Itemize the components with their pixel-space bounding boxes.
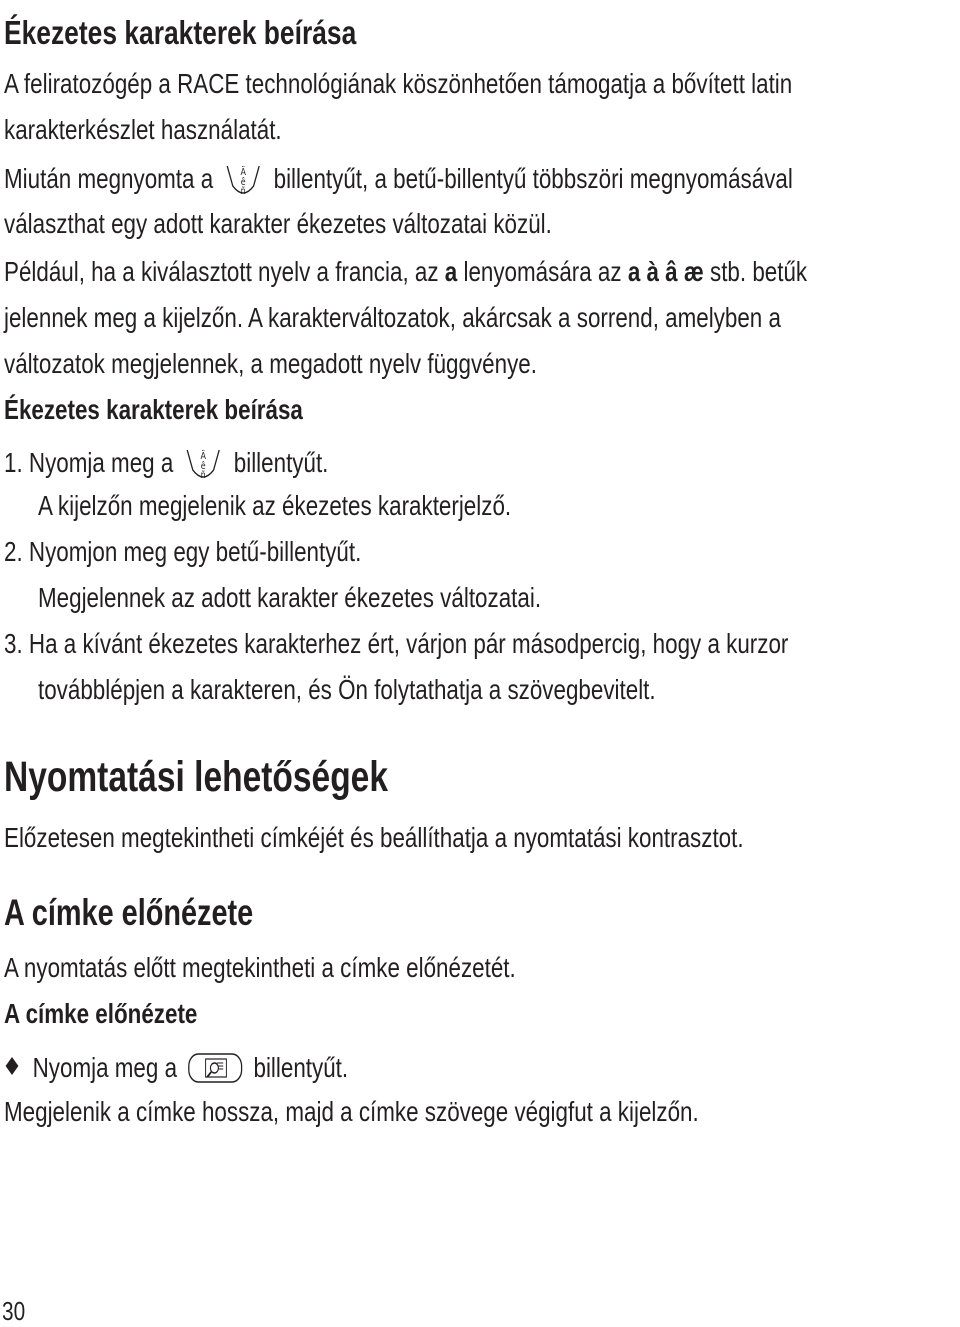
paragraph-line: A nyomtatás előtt megtekintheti a címke előnézetét. xyxy=(4,952,516,983)
paragraph-line: változatok megjelennek, a megadott nyelv függvénye. xyxy=(4,348,537,379)
paragraph-line: választhat egy adott karakter ékezetes változatai közül. xyxy=(4,208,552,239)
paragraph-line: karakterkészlet használatát. xyxy=(4,114,282,145)
bullet-item xyxy=(4,1050,348,1086)
accent-key-icon xyxy=(183,446,225,480)
key-letter: a xyxy=(444,256,458,287)
paragraph-line xyxy=(4,258,807,286)
paragraph-text: stb. betűk xyxy=(710,256,808,287)
step-text: 1. Nyomja meg a xyxy=(4,447,174,478)
paragraph-text: billentyűt, a betű-billentyű többszöri megnyomásával xyxy=(273,163,793,194)
accent-key-middle-glyph: ê xyxy=(201,461,207,473)
step-2: 2. Nyomjon meg egy betű-billentyűt. xyxy=(4,536,362,567)
accent-key-top-glyph: Ä xyxy=(240,167,247,179)
paragraph-line-with-key xyxy=(4,162,793,196)
section-title-accented-characters: Ékezetes karakterek beírása xyxy=(4,14,357,51)
diamond-bullet-icon xyxy=(4,1056,20,1076)
step-2-result: Megjelennek az adott karakter ékezetes változatai. xyxy=(38,582,542,613)
step-1 xyxy=(4,446,328,480)
step-1-result: A kijelzőn megjelenik az ékezetes karakterjelző. xyxy=(38,490,512,521)
paragraph-line: jelennek meg a kijelzőn. A karakterváltozatok, akárcsak a sorrend, amelyben a xyxy=(4,302,781,333)
paragraph-text: Például, ha a kiválasztott nyelv a francia, az xyxy=(4,256,439,287)
page-number: 30 xyxy=(2,1296,26,1326)
accent-key-top-glyph: Ä xyxy=(200,451,207,463)
section-title-label-preview: A címke előnézete xyxy=(4,892,254,933)
step-3-continued: továbblépjen a karakteren, és Ön folytathatja a szövegbevitelt. xyxy=(38,674,656,705)
paragraph-line: Megjelenik a címke hossza, majd a címke szövege végigfut a kijelzőn. xyxy=(4,1096,699,1127)
accented-variants: a à â æ xyxy=(627,256,704,287)
paragraph-text: lenyomására az xyxy=(463,256,622,287)
paragraph-line: A feliratozógép a RACE technológiának köszönhetően támogatja a bővített latin xyxy=(4,68,793,99)
paragraph-line: Előzetesen megtekintheti címkéjét és beállíthatja a nyomtatási kontrasztot. xyxy=(4,822,744,853)
section-title-print-options: Nyomtatási lehetőségek xyxy=(4,753,388,801)
step-text: billentyűt. xyxy=(233,447,329,478)
accent-key-icon xyxy=(223,162,265,196)
accent-key-bottom-glyph: ñ xyxy=(240,186,246,196)
bullet-text: Nyomja meg a xyxy=(32,1052,178,1083)
subheading-label-preview: A címke előnézete xyxy=(4,998,198,1029)
step-3: 3. Ha a kívánt ékezetes karakterhez ért, várjon pár másodpercig, hogy a kurzor xyxy=(4,628,789,659)
accent-key-middle-glyph: ê xyxy=(240,177,246,189)
magnifier-icon xyxy=(186,1050,244,1086)
paragraph-text: Miután megnyomta a xyxy=(4,163,214,194)
accent-key-bottom-glyph: ñ xyxy=(201,470,207,480)
bullet-text: billentyűt. xyxy=(253,1052,349,1083)
subheading-accented-characters: Ékezetes karakterek beírása xyxy=(4,394,303,425)
